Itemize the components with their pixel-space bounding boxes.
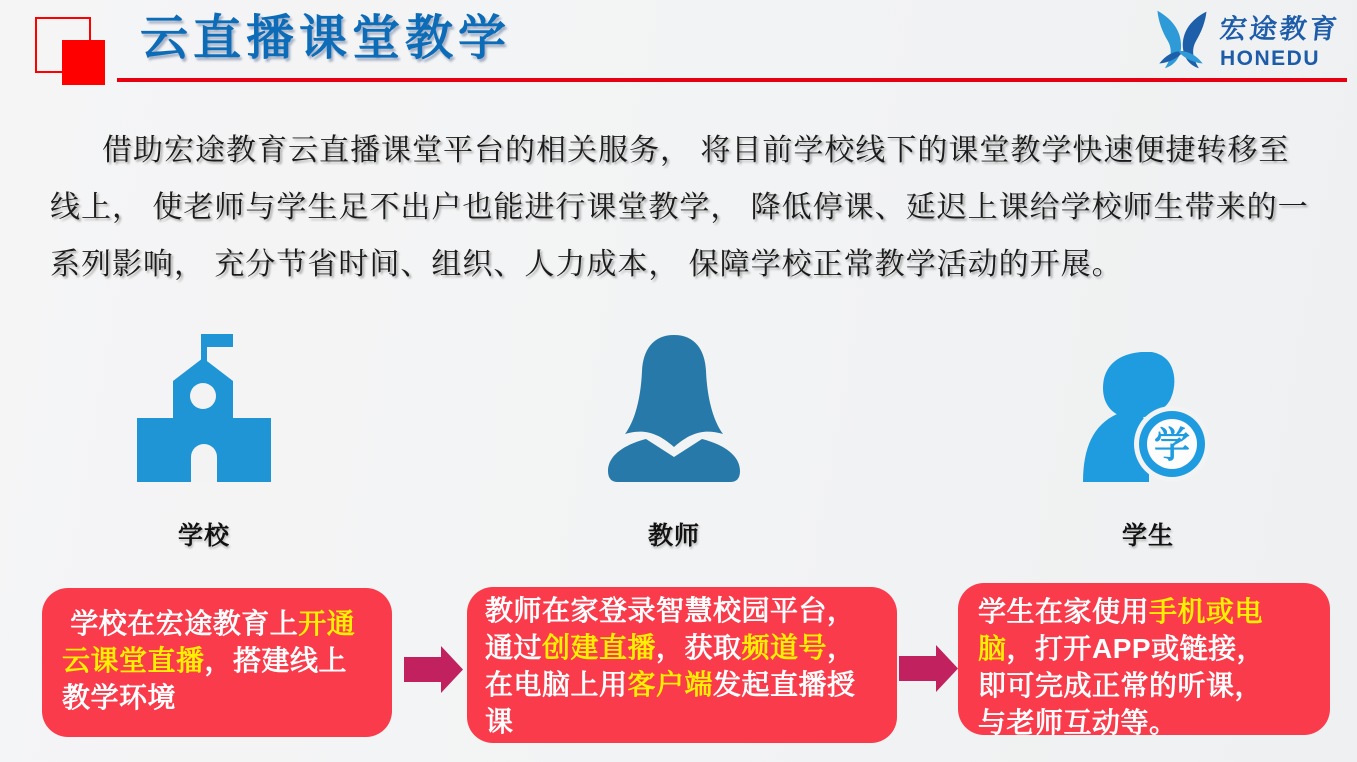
step-text: 通过 [485,632,543,663]
intro-paragraph [50,122,1330,293]
step-text: 发起直播授 [713,669,856,700]
step-text: 学生在家使用 [978,596,1150,627]
step-text: 课 [485,706,514,737]
step-card-student [958,583,1330,738]
student-icon [1083,352,1213,482]
role-label-school: 学校 [177,522,230,550]
highlight-text: 云课堂直播 [62,645,205,676]
step-text-line [978,704,1320,741]
step-text-line [62,679,382,716]
step-text-line [62,605,382,642]
step-text: 与老师互动等。 [978,707,1178,738]
school-building-icon [137,334,271,482]
role-teacher [574,330,774,552]
step-text-line [485,666,887,703]
title-deco-solid-square [62,40,105,85]
logo-cn-name: 宏途教育 [1218,14,1342,44]
intro-line: 系列影响， 充分节省时间、组织、人力成本， 保障学校正常教学活动的开展。 [50,248,1123,281]
step-text-line [978,593,1320,630]
honedu-logo [1148,6,1353,72]
step-text-line [978,630,1320,667]
step-text: ，搭建线上 [204,645,348,676]
step-text: 教师在家登录智慧校园平台， [485,595,856,626]
honedu-logo-mark [1148,7,1214,71]
student-icon-wrap [1083,330,1213,482]
step-text-line [485,703,887,740]
highlight-text: 客户端 [627,669,714,700]
highlight-text: 频道号 [741,632,828,663]
page-title: 云直播课堂教学 [140,12,512,65]
highlight-text: 开通 [298,608,356,639]
teacher-icon [608,335,740,482]
student-badge-char: 学 [1154,424,1191,465]
role-student [1048,330,1248,552]
highlight-text: 创建直播 [542,632,657,663]
intro-line: 线上， 使老师与学生足不出户也能进行课堂教学， 降低停课、延迟上课给学校师生带来的一 [50,191,1309,224]
highlight-text: 脑 [978,633,1007,664]
step-text: 学校在宏途教育上 [62,608,299,639]
honedu-logo-text [1220,7,1340,71]
step-text-line [62,642,382,679]
intro-line: 借助宏途教育云直播课堂平台的相关服务， 将目前学校线下的课堂教学快速便捷转移至 [102,134,1290,167]
school-icon-wrap [137,330,271,482]
step-text: ，获取 [656,632,742,663]
flow-arrow-icon [404,646,464,694]
step-text: 即可完成正常的听课， [978,670,1264,701]
role-label-teacher: 教师 [647,522,700,550]
role-label-student: 学生 [1121,522,1174,550]
step-text-line [978,667,1320,704]
step-text-line [485,592,887,629]
step-text-line [485,629,887,666]
step-text: ， [827,632,856,663]
flow-arrow-icon [899,645,959,693]
highlight-text: 手机或电 [1149,596,1264,627]
step-card-teacher [467,587,897,743]
step-card-school [42,588,392,737]
step-text: 在电脑上用 [485,669,628,700]
title-underline [117,78,1347,82]
teacher-icon-wrap [608,330,740,482]
step-text: ，打开APP或链接， [1006,633,1266,664]
step-text: 教学环境 [62,682,177,713]
role-school [104,330,304,552]
logo-en-name: HONEDU [1220,47,1321,70]
